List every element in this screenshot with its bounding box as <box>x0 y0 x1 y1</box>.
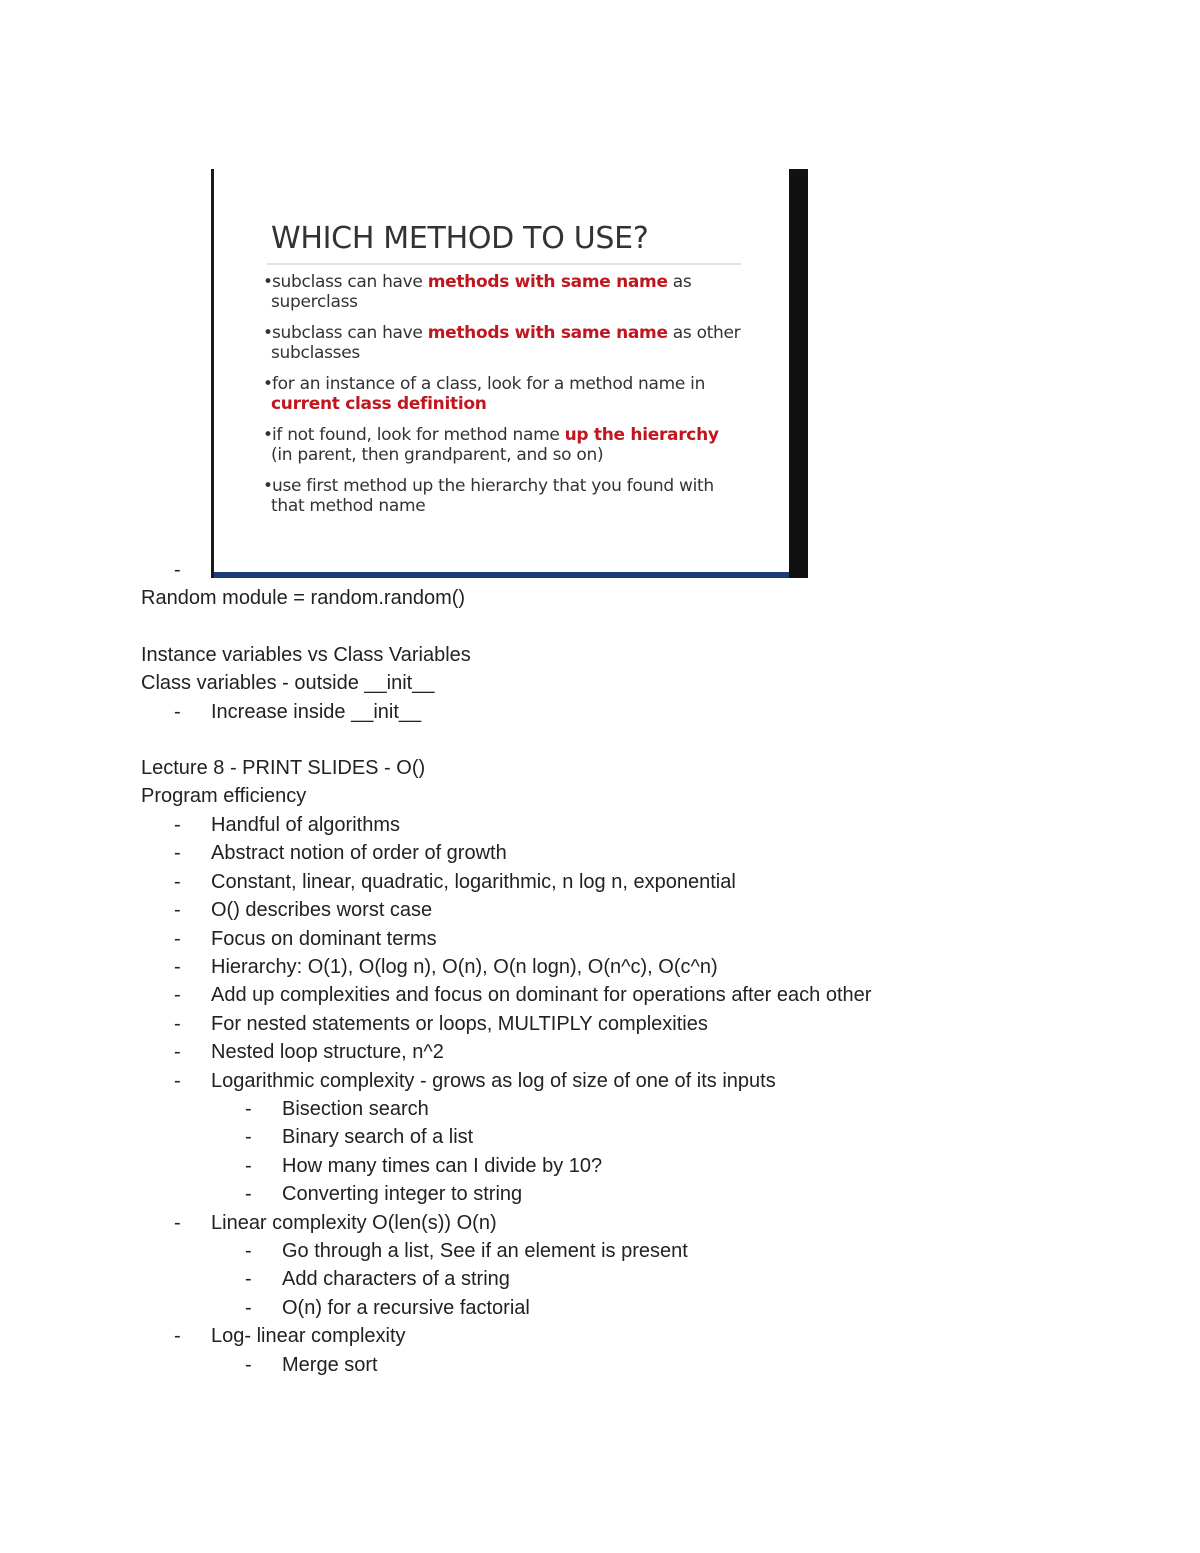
image-bullet-dash: - <box>174 559 181 581</box>
slide-bullet-continuation <box>263 445 783 465</box>
list-item: Focus on dominant terms <box>211 928 437 950</box>
list-dash: - <box>174 871 181 893</box>
slide-bullet <box>263 272 783 312</box>
slide-title-rule <box>267 263 741 265</box>
list-dash: - <box>174 1013 181 1035</box>
list-dash: - <box>174 984 181 1006</box>
slide-footer-band <box>214 572 789 578</box>
sub-list-item: O(n) for a recursive factorial <box>282 1297 530 1319</box>
list-dash: - <box>245 1354 252 1376</box>
instance-vs-class-heading: Instance variables vs Class Variables <box>141 644 471 666</box>
slide-bullet <box>263 323 783 363</box>
list-dash: - <box>245 1297 252 1319</box>
sub-list-item: Converting integer to string <box>282 1183 523 1205</box>
sub-list-item: Merge sort <box>282 1354 378 1376</box>
slide-bullet-continuation <box>263 343 783 363</box>
slide-left-border <box>211 169 214 578</box>
bullet-dot-icon: • <box>263 323 273 343</box>
slide-bullet-text: for an instance of a class, look for a method name in <box>272 374 706 394</box>
slide-bullet-text: subclass can have <box>272 323 428 343</box>
list-item: Abstract notion of order of growth <box>211 842 507 864</box>
slide-bullet-highlight: methods with same name <box>427 323 668 343</box>
list-dash: - <box>245 1183 252 1205</box>
slide-bullet-text: if not found, look for method name <box>272 425 565 445</box>
sub-list-item: Add characters of a string <box>282 1268 510 1290</box>
list-dash: - <box>245 1155 252 1177</box>
list-item: O() describes worst case <box>211 899 433 921</box>
list-item: Handful of algorithms <box>211 814 400 836</box>
slide-bullet <box>263 476 783 516</box>
list-dash: - <box>245 1268 252 1290</box>
bullet-dot-icon: • <box>263 272 273 292</box>
list-dash: - <box>174 899 181 921</box>
list-dash: - <box>174 701 181 723</box>
slide-bullet-highlight: methods with same name <box>427 272 668 292</box>
list-dash: - <box>174 1070 181 1092</box>
list-item: Log- linear complexity <box>211 1325 406 1347</box>
list-dash: - <box>245 1126 252 1148</box>
list-item: For nested statements or loops, MULTIPLY complexities <box>211 1013 708 1035</box>
slide-bullet-text: (in parent, then grandparent, and so on) <box>271 445 604 465</box>
list-item: Linear complexity O(len(s)) O(n) <box>211 1212 497 1234</box>
slide-bullet-text: as <box>667 272 692 292</box>
program-efficiency-heading: Program efficiency <box>141 785 307 807</box>
class-variables-subitem: Increase inside __init__ <box>211 701 422 723</box>
bullet-dot-icon: • <box>263 425 273 445</box>
list-dash: - <box>245 1098 252 1120</box>
slide-bullet-text: subclass can have <box>272 272 428 292</box>
slide-bullet-continuation <box>263 394 783 414</box>
slide-bullet-list <box>263 272 783 527</box>
slide-bullet-text: superclass <box>271 292 358 312</box>
list-dash: - <box>174 956 181 978</box>
list-dash: - <box>174 1325 181 1347</box>
embedded-slide-image <box>211 169 808 578</box>
list-dash: - <box>174 1212 181 1234</box>
random-module-line: Random module = random.random() <box>141 587 466 609</box>
list-dash: - <box>245 1240 252 1262</box>
slide-bullet-continuation <box>263 292 783 312</box>
slide-right-border <box>789 169 808 578</box>
list-item: Hierarchy: O(1), O(log n), O(n), O(n logn), O(n^c), O(c^n) <box>211 956 718 978</box>
list-item: Add up complexities and focus on dominant for operations after each other <box>211 984 872 1006</box>
slide-bullet-highlight: up the hierarchy <box>564 425 719 445</box>
bullet-dot-icon: • <box>263 374 273 394</box>
list-item: Constant, linear, quadratic, logarithmic, n log n, exponential <box>211 871 736 893</box>
sub-list-item: Go through a list, See if an element is present <box>282 1240 688 1262</box>
slide-bullet-text: as other <box>667 323 741 343</box>
sub-list-item: How many times can I divide by 10? <box>282 1155 603 1177</box>
list-dash: - <box>174 1041 181 1063</box>
list-item: Logarithmic complexity - grows as log of size of one of its inputs <box>211 1070 776 1092</box>
list-dash: - <box>174 928 181 950</box>
slide-bullet-text: subclasses <box>271 343 360 363</box>
slide-bullet-text: use first method up the hierarchy that you found with <box>272 476 714 496</box>
sub-list-item: Binary search of a list <box>282 1126 474 1148</box>
bullet-dot-icon: • <box>263 476 273 496</box>
list-dash: - <box>174 814 181 836</box>
sub-list-item: Bisection search <box>282 1098 429 1120</box>
class-variables-line: Class variables - outside __init__ <box>141 672 435 694</box>
list-item: Nested loop structure, n^2 <box>211 1041 444 1063</box>
lecture-heading: Lecture 8 - PRINT SLIDES - O() <box>141 757 426 779</box>
list-dash: - <box>174 842 181 864</box>
slide-bullet-highlight: current class definition <box>271 394 487 414</box>
slide-bullet <box>263 425 783 465</box>
slide-bullet-continuation <box>263 496 783 516</box>
slide-bullet-text: that method name <box>271 496 426 516</box>
slide-bullet <box>263 374 783 414</box>
slide-title: WHICH METHOD TO USE? <box>271 221 649 256</box>
